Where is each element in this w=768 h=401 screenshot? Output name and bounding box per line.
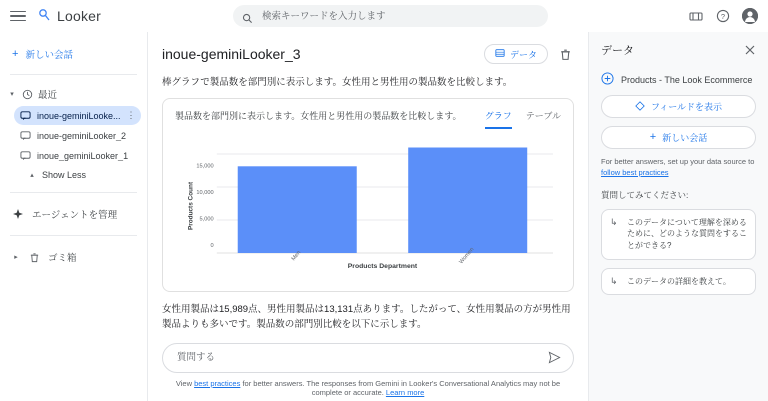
show-less-button[interactable] [28,166,147,184]
svg-text:Products Count: Products Count [187,182,195,231]
sidebar-item-chat-1[interactable] [14,106,141,125]
chevron-down-icon: ▾ [10,91,14,98]
tab-chart[interactable]: グラフ [485,109,512,129]
plus-icon: + [649,131,657,143]
avatar[interactable] [742,8,758,24]
user-question-text: 棒グラフで製品数を部門別に表示します。女性用と男性用の製品数を比較します。 [162,77,513,88]
show-less-label: Show Less [42,170,87,180]
tab-table[interactable]: テーブル [525,111,561,122]
suggestion-item-2[interactable] [601,268,756,296]
main-header [148,32,588,70]
data-button[interactable] [484,44,548,64]
sidebar-item-label: inoue-geminiLooke... [37,110,121,121]
recent-section-header[interactable] [0,83,147,105]
svg-text:Men: Men [290,250,303,263]
trash-label: ゴミ箱 [48,253,77,264]
panel-new-chat-label: 新しい会話 [662,133,708,143]
suggestion-item-1[interactable] [601,209,756,260]
brand [38,8,101,24]
svg-text:Products Department: Products Department [347,263,418,271]
reply-arrow-icon: ↳ [610,216,618,227]
bar-chart [175,135,561,285]
data-source-name: Products - The Look Ecommerce [621,74,753,85]
panel-new-chat-button[interactable] [601,126,756,149]
data-panel-header [601,42,756,58]
search-area [101,5,680,27]
send-icon[interactable] [547,351,561,365]
chevron-up-icon: ▴ [30,172,34,179]
search-box[interactable] [233,5,548,27]
best-practices-note [601,157,756,179]
svg-text:0: 0 [210,243,214,250]
body [0,32,768,401]
fields-icon [635,101,645,113]
plus-icon: + [12,47,19,60]
ask-input-bar[interactable] [162,343,574,373]
footnote [162,379,574,401]
new-chat-button[interactable] [0,42,147,66]
sidebar-divider-3 [10,235,137,236]
card-header [175,109,561,129]
show-fields-label: フィールドを表示 [650,102,723,112]
svg-text:?: ? [720,12,726,21]
dataset-icon [601,72,614,87]
top-bar [0,0,768,32]
agent-icon [12,208,24,220]
best-practices-link[interactable]: best practices [194,378,241,388]
manage-agents-label: エージェントを管理 [32,210,118,221]
help-icon[interactable] [715,8,731,24]
note-text: For better answers, set up your data source to [601,157,755,166]
svg-text:15,000: 15,000 [196,163,214,170]
card-tabs [485,109,561,129]
data-panel-title: データ [601,45,634,57]
table-icon [495,48,505,60]
suggestions-label: 質問してみてください: [601,189,689,200]
sidebar [0,32,148,401]
page-title: inoue-geminiLooker_3 [162,46,301,62]
assistant-answer-text: 女性用製品は15,989点、男性用製品は13,131点あります。したがって、女性用製品の方が男性用製品よりも多いです。製品数の部門別比較を以下に示します。 [162,304,571,331]
svg-text:5,000: 5,000 [199,216,214,223]
data-button-label: データ [509,49,537,60]
data-panel [588,32,768,401]
sidebar-divider-2 [10,192,137,193]
top-icons [688,8,758,24]
result-card [162,98,574,292]
chart-labels [175,135,561,285]
main-content [148,32,588,401]
svg-text:10,000: 10,000 [196,190,214,197]
reply-arrow-icon: ↳ [610,275,618,286]
trash-icon [28,251,40,263]
sidebar-item-chat-3[interactable] [14,146,141,165]
ask-input[interactable] [175,351,539,364]
apps-grid-icon[interactable] [688,8,704,24]
chat-icon [20,110,31,121]
brand-label: Looker [57,8,102,24]
hamburger-icon[interactable] [10,8,26,24]
suggestion-text: このデータについて理解を深めるために、どのような質問をすることができる? [627,217,747,250]
sidebar-divider-1 [10,74,137,75]
clock-icon [21,88,33,100]
more-options-icon[interactable]: ⋮ [126,110,136,120]
delete-chat-button[interactable] [556,45,574,63]
new-chat-label: 新しい会話 [25,50,73,61]
chat-icon [20,150,31,161]
looker-logo-icon [38,8,52,24]
sidebar-item-chat-2[interactable] [14,126,141,145]
close-icon[interactable] [744,44,756,56]
sidebar-item-trash[interactable] [0,244,147,270]
suggestion-text: このデータの詳細を教えて。 [627,276,731,286]
recent-label: 最近 [38,90,58,101]
data-source-row[interactable] [601,72,756,87]
search-icon [242,11,253,22]
chat-icon [20,130,31,141]
svg-text:Women: Women [458,246,476,266]
sidebar-item-label: inoue_geminiLooker_1 [37,150,129,161]
search-input[interactable] [260,10,539,23]
sidebar-item-manage-agents[interactable] [0,201,147,227]
show-fields-button[interactable] [601,95,756,118]
learn-more-link[interactable]: Learn more [385,387,425,397]
chevron-right-icon: ▸ [14,254,18,261]
card-title: 製品数を部門別に表示します。女性用と男性用の製品数を比較します。 [175,111,462,122]
sidebar-item-label: inoue-geminiLooker_2 [37,130,127,141]
footnote-mid: for better answers. The responses from Gemini in Looker's Conversational Analytics may not be complete or accurate. [240,378,561,397]
conversation-scroll-area[interactable] [148,70,588,401]
footnote-pre: View [175,378,195,388]
follow-best-practices-link[interactable]: follow best practices [601,167,669,177]
